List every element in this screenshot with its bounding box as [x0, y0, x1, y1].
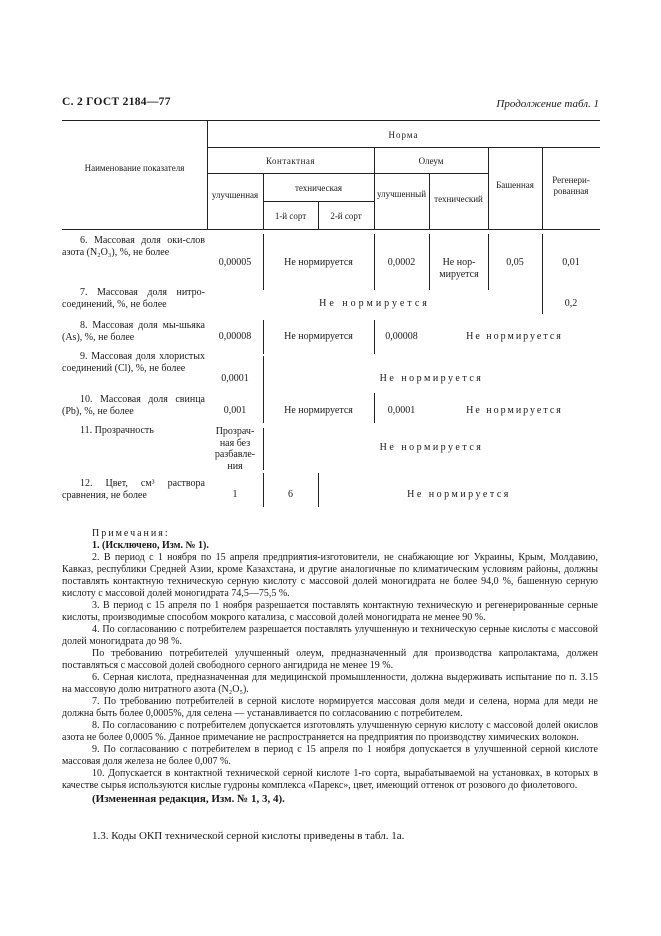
cell-span-value: Не нормируется — [379, 373, 484, 384]
header-improved: улучшенная — [211, 190, 259, 200]
cell-span-value: Не нормируется — [379, 442, 484, 453]
header-oleum: Олеум — [418, 156, 444, 166]
header-regenerated-part1: Регенери- — [552, 175, 590, 185]
table-top-border — [62, 120, 600, 121]
cell-value: 0,00008 — [218, 331, 252, 342]
note-2: 2. В период с 1 ноября по 15 апреля предприятия-изготовители, не снабжающие юг Украины, Крым, Молдавию, Кавказ, республики Средней Азии, кроме Казахстана, и другие аналогичные по климатическим условиям районы, должны поставлять контактную техническую серную кислоту с массовой долей моногидрата не более 94,0 %, башенную серную кислоту с массовой долей моногидрата 74,5—75,5 %. — [62, 552, 598, 599]
note-4: 4. По согласованию с потребителем разрешается поставлять улучшенную и техническую серные кислоты с массовой долей моногидрата до 98 %. — [62, 624, 598, 647]
header-indicator: Наименование показателя — [84, 163, 185, 173]
cell-value: 0,01 — [562, 257, 580, 268]
header-regenerated-part2: рованная — [553, 186, 589, 196]
cell-value: Не нормируется — [284, 405, 353, 416]
cell-value: Не нормируется — [284, 257, 353, 268]
revision-note: (Измененная редакция, Изм. № 1, 3, 4). — [92, 793, 285, 805]
row-label: 7. Массовая доля нитро-соединений, %, не более — [62, 287, 205, 310]
notes-title: Примечания: — [92, 528, 170, 539]
cell-value: 0,05 — [506, 257, 524, 268]
note-7: 7. По требованию потребителей в серной кислоте нормируется массовая доля меди и селена, норма для меди не должна быть более 0,0005%, для селена — устанавливается по согласованию с потребителем. — [62, 696, 598, 719]
note-3: 3. В период с 15 апреля по 1 ноября разрешается поставлять контактную техническую и регенерированные серные кислоты, производимые способом мокрого катализа, с массовой долей моногидрата не менее 90 %. — [62, 600, 598, 623]
header-technical: техническая — [294, 183, 343, 193]
note-1: 1. (Исключено, Изм. № 1). — [92, 540, 209, 551]
header-contact: Контактная — [265, 156, 316, 166]
header-technical-oleum: технический — [434, 194, 483, 204]
row-label: 11. Прозрачность — [80, 425, 154, 436]
header-grade-1: 1-й сорт — [274, 211, 307, 221]
row-label: 10. Массовая доля свинца (Pb), %, не более — [62, 394, 205, 417]
note-6: 6. Серная кислота, предназначенная для медицинской промышленности, должна выдерживать испытание по п. 3.15 на массовую долю нитратного азота (N₂O₅). — [62, 672, 598, 695]
section-text: 1.3. Коды ОКП технической серной кислоты приведены в табл. 1а. — [92, 830, 405, 842]
header-norm: Норма — [388, 130, 419, 140]
cell-span-value: Не нормируется — [407, 489, 511, 500]
header-divider — [207, 173, 488, 174]
cell-value: 0,0001 — [387, 405, 416, 416]
cell-value: 0,0001 — [221, 373, 249, 384]
cell-span-value: Не нормируется — [466, 331, 563, 342]
note-9: 9. По согласованию с потребителем в период с 15 апреля по 1 ноября допускается в улучшенной серной кислоте массовая доля железа не более 0,007 %. — [62, 744, 598, 767]
page-header: С. 2 ГОСТ 2184—77 — [62, 96, 171, 108]
header-grade-2: 2-й сорт — [330, 211, 362, 221]
note-5: По требованию потребителей улучшенный олеум, предназначенный для производства капролактама, должен поставляться с массовой долей свободного серного ангидрида не менее 19 %. — [62, 648, 598, 671]
note-10: 10. Допускается в контактной технической серной кислоте 1-го сорта, вырабатываемой на установках, в которых в качестве сырья используются кислые гудроны комплекса «Парекс», цвет, имеющий оттенок от розового до фиолетового. — [62, 768, 598, 791]
header-tower: Башенная — [496, 180, 534, 190]
cell-value: 0,001 — [223, 405, 247, 416]
cell-value: 1 — [232, 489, 238, 500]
cell-value: 0,00005 — [218, 257, 252, 268]
row-label: 6. Массовая доля оки-слов азота (N₂O₃), %, не более — [62, 235, 205, 258]
table-header-bottom-border — [62, 229, 600, 230]
notes-section — [62, 528, 598, 806]
table-continuation-caption: Продолжение табл. 1 — [496, 98, 599, 110]
cell-value: 0,00008 — [385, 331, 418, 342]
row-label: 9. Массовая доля хлористых соединений (Cl), %, не более — [62, 351, 205, 374]
row-label: 12. Цвет, см³ раствора сравнения, не более — [62, 478, 205, 501]
cell-span-value: Не нормируется — [319, 298, 430, 309]
cell-value: 6 — [288, 489, 293, 500]
cell-value: Не нор-мируется — [439, 257, 479, 280]
row-label: 8. Массовая доля мы-шьяка (As), %, не более — [62, 320, 205, 343]
header-improved-oleum: улучшенный — [376, 189, 427, 199]
header-regenerated — [542, 175, 600, 197]
cell-value: 0,2 — [564, 298, 578, 309]
note-8: 8. По согласованию с потребителем допускается изготовлять улучшенную серную кислоту с массовой долей окислов азота не более 0,0005 %. Данное примечание не распространяется на предприятия по производству химических волокон. — [62, 720, 598, 743]
cell-value: 0,0002 — [387, 257, 416, 268]
cell-span-value: Не нормируется — [466, 405, 563, 416]
cell-value: Не нормируется — [284, 331, 353, 342]
cell-value: Прозрач-ная без разбавле-ния — [214, 426, 256, 472]
row-separator — [429, 234, 430, 290]
